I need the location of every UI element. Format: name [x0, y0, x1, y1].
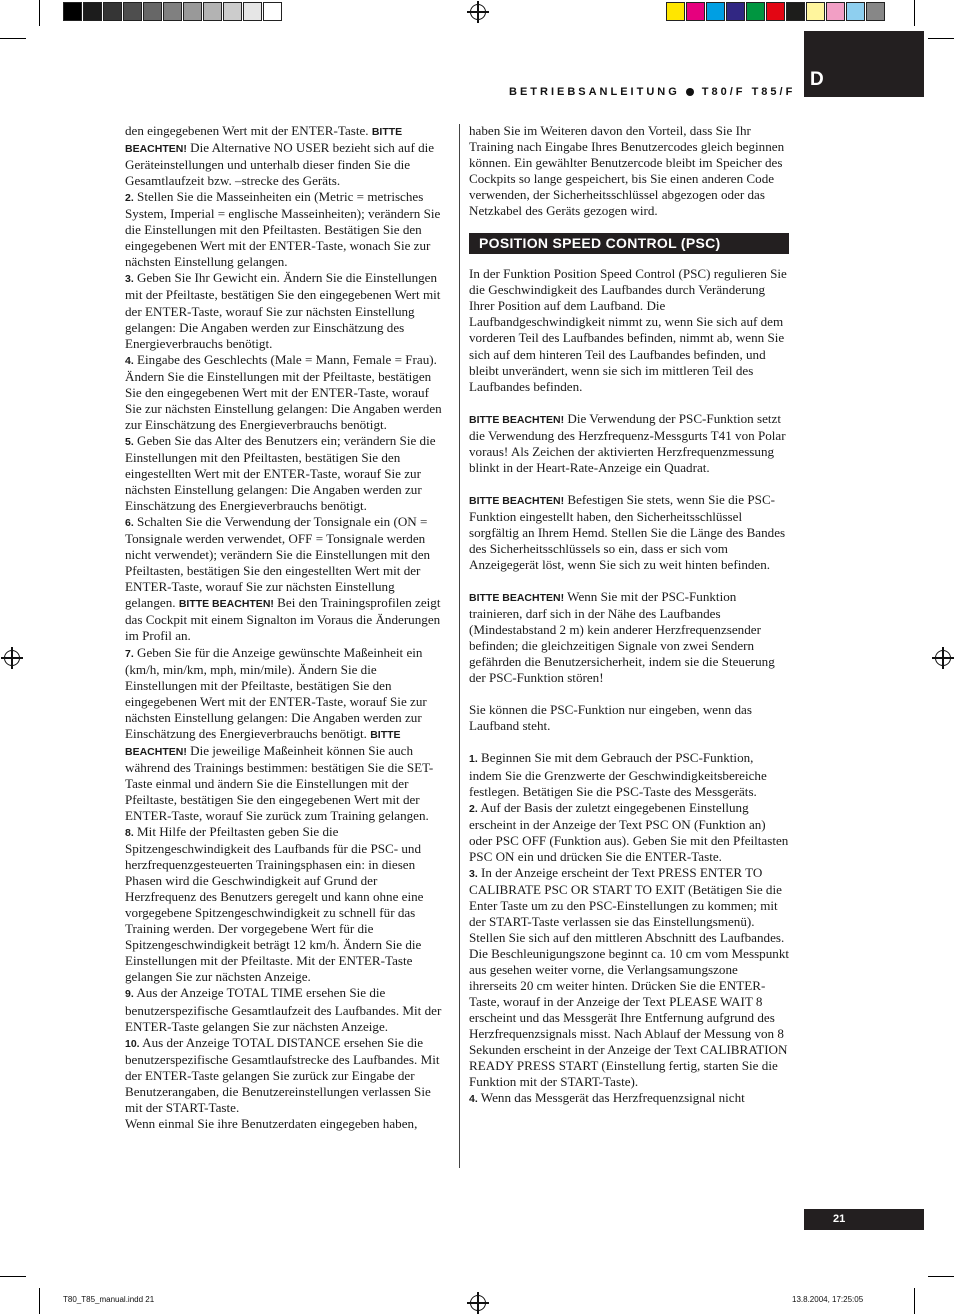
paragraph — [469, 702, 789, 734]
text-run: Auf der Basis der zuletzt eingegebenen Einstellung erscheint in der Anzeige der Text PSC ON (Funktion an) oder PSC OFF (Funktion aus). Geben Sie mit den Pfeiltasten PSC ON ein und drücken Sie die ENTER-Taste. — [469, 799, 789, 864]
text-run: Aus der Anzeige TOTAL TIME ersehen Sie die benutzerspezifische Gesamtlaufzeit des Laufbandes. Mit der ENTER-Taste gelangen Sie zur nächsten Anzeige. — [125, 985, 442, 1034]
section-heading: POSITION SPEED CONTROL (PSC) — [469, 233, 789, 254]
bold-label: 3. — [125, 273, 134, 286]
text-run: Beginnen Sie mit dem Gebrauch der PSC-Funktion, indem Sie die Grenzwerte der Geschwindigkeitsbereiche festlegen. Betätigen Sie die PSC-Taste des Messgeräts. — [469, 750, 767, 799]
right-column — [469, 123, 789, 1107]
paragraph-spacer — [469, 573, 789, 589]
paragraph — [469, 865, 789, 1091]
bold-label: BITTE BEACHTEN! — [469, 413, 565, 426]
registration-mark-icon — [4, 650, 20, 666]
text-run: Wenn einmal Sie ihre Benutzerdaten eingegeben haben, — [125, 1115, 418, 1131]
column-divider — [459, 124, 460, 1168]
color-swatch — [746, 2, 765, 21]
bold-label: 1. — [469, 753, 478, 766]
color-swatch — [666, 2, 685, 21]
text-run: haben Sie im Weiteren davon den Vorteil, dass Sie Ihr Training nach Eingabe Ihres Benutzercodes gleich beginnen können. Ein gewählter Benutzercode bleibt im Speicher des Cockpits so lange gespeichert, bis Sie einen anderen Code verwenden, der Sicherheitsschlüssel abgezogen oder das Netzkabel des Geräts gezogen wird. — [469, 123, 785, 219]
color-swatch — [846, 2, 865, 21]
registration-mark-icon — [470, 4, 486, 20]
paragraph — [469, 800, 789, 865]
paragraph — [469, 1090, 789, 1107]
bold-label: 9. — [125, 988, 134, 1001]
text-run: Schalten Sie die Verwendung der Tonsignale ein (ON = Tonsignale werden verwendet, OFF = Tonsignale werden nicht verwendet); verändern Sie die Einstellungen mit den Pfeiltasten, bestätigen Sie den eingestellten Wert mit der ENTER-Taste, worauf Sie zur nächsten Einstellung gelangen. — [125, 514, 431, 611]
paragraph — [125, 985, 445, 1034]
bold-label: 2. — [469, 802, 478, 815]
paragraph — [125, 1035, 445, 1116]
crop-mark — [0, 1276, 26, 1277]
bold-label: 5. — [125, 435, 134, 448]
paragraph — [469, 492, 789, 573]
bullet-icon — [686, 88, 694, 96]
text-run: In der Anzeige erscheint der Text PRESS ENTER TO CALIBRATE PSC OR START TO EXIT (Betätigen Sie die Enter Taste um zu den PSC-Einstellungen zu kommen; mit der START-Taste verlassen sie das Einstellungsmenü). Stellen Sie sich auf den mittleren Abschnitt des Laufbandes. Die Beschleunigungszone beginnt ca. 10 cm vom Messpunkt aus gesehen weiter vorne, die Verlangsamungszone ihrerseits 20 cm weiter hinten. Drücken Sie die ENTER-Taste, worauf in der Anzeige der Text PLEASE WAIT 8 erscheint und das Messgerät Ihre Entfernung aufgrund des Herzfrequenzsignals misst. Nach Ablauf der Messung von 8 Sekunden erscheint in der Anzeige der Text CALIBRATION READY PRESS START (Einstellung fertig, starten Sie die Funktion mit der START-Taste). — [469, 864, 790, 1090]
color-swatch — [243, 2, 262, 21]
paragraph-spacer — [469, 395, 789, 411]
text-run: Geben Sie für die Anzeige gewünschte Maßeinheit ein (km/h, min/km, mph, min/mile). Ändern Sie die Einstellungen mit der Pfeiltaste, bestätigen Sie den eingegebenen Wert mit der ENTER-Taste, worauf Sie zur nächsten Einstellung gelangen: Die Angaben werden zur Einschätzung des Energieverbrauchs benötigt. — [125, 644, 427, 741]
bold-label: BITTE BEACHTEN! — [469, 494, 565, 507]
paragraph-spacer — [469, 734, 789, 750]
color-swatch — [183, 2, 202, 21]
registration-mark-icon — [470, 1295, 486, 1311]
color-swatch — [123, 2, 142, 21]
paragraph — [125, 824, 445, 985]
bold-label: 8. — [125, 827, 134, 840]
bold-label: 3. — [469, 867, 478, 880]
paragraph — [125, 189, 445, 270]
section-letter: D — [810, 69, 824, 90]
grayscale-color-bar — [63, 2, 283, 21]
bold-label: 10. — [125, 1037, 140, 1050]
color-swatch — [223, 2, 242, 21]
registration-mark-icon — [935, 650, 951, 666]
paragraph — [469, 589, 789, 686]
text-run: Wenn Sie mit der PSC-Funktion trainieren, darf sich in der Nähe des Laufbandes (Mindestabstand 2 m) kein anderer Herzfrequenzsender befinden; die gleichzeitigen Signale von zwei Sendern gefährden die Benutzersicherheit, indem sie die Steuerung der PSC-Funktion stören! — [469, 589, 775, 686]
file-info: T80_T85_manual.indd 21 — [63, 1295, 155, 1304]
crop-mark — [39, 1288, 40, 1314]
crop-mark — [0, 38, 26, 39]
crop-mark — [914, 0, 915, 26]
section-tab — [804, 31, 924, 97]
paragraph — [125, 123, 445, 189]
crop-mark — [914, 1288, 915, 1314]
bold-label: BITTE BEACHTEN! — [178, 598, 274, 611]
text-run: Stellen Sie die Masseinheiten ein (Metric = metrisches System, Imperial = englische Masseinheiten); verändern Sie die Einstellungen mit den Pfeiltasten. Bestätigen Sie den eingegebenen Wert mit der ENTER-Taste, wonach Sie zur nächsten Einstellung gelangen. — [125, 189, 441, 270]
text-run: Die Verwendung der PSC-Funktion setzt die Verwendung des Herzfrequenz-Messgurts T41 von Polar voraus! Als Zeichen der aktivierten Herzfrequenzmessung blinkt in der Heart-Rate-Anzeige ein Quadrat. — [469, 410, 786, 475]
crop-mark — [928, 1276, 954, 1277]
color-swatch — [203, 2, 222, 21]
bold-label: 2. — [125, 192, 134, 205]
bold-label: BITTE BEACHTEN! — [125, 728, 401, 758]
left-column — [125, 123, 445, 1132]
text-run: Aus der Anzeige TOTAL DISTANCE ersehen Sie die benutzerspezifische Gesamtlaufstrecke des Laufbandes. Mit der ENTER-Taste gelangen Sie zurück zur Eingabe der Benutzerangaben, die Benutzereinstellungen verlassen Sie mit der START-Taste. — [125, 1034, 440, 1115]
paragraph — [125, 433, 445, 514]
paragraph — [469, 266, 789, 394]
crop-mark — [39, 0, 40, 26]
color-swatch — [103, 2, 122, 21]
text-run: den eingegebenen Wert mit der ENTER-Taste. — [125, 123, 372, 138]
text-run: Die Alternative NO USER bezieht sich auf die Geräteinstellungen und unterhalb dieser finden Sie die Gesamtlaufzeit bzw. –strecke des Geräts. — [125, 140, 435, 189]
text-run: Mit Hilfe der Pfeiltasten geben Sie die Spitzengeschwindigkeit des Laufbands für die PSC- und herzfrequenzgesteuerten Trainingsphasen ein: in diesen Phasen wird die Geschwindigkeit auf Grund der Herzfrequenz des Benutzers geregelt und kann ohne eine vorgegebene Spitzengeschwindigkeit zu schnell für das Training werden. Der vorgegebene Wert für die Spitzengeschwindigkeit beträgt 12 km/h. Ändern Sie die Einstellungen mit der Pfeiltaste. Mit der ENTER-Taste gelangen Sie zur nächsten Anzeige. — [125, 824, 424, 985]
bold-label: 4. — [469, 1093, 478, 1106]
paragraph — [469, 750, 789, 799]
bold-label: BITTE BEACHTEN! — [125, 126, 403, 156]
color-swatch — [163, 2, 182, 21]
color-swatch — [706, 2, 725, 21]
color-swatch — [786, 2, 805, 21]
running-header — [509, 86, 795, 98]
paragraph — [125, 1116, 445, 1132]
color-swatch — [83, 2, 102, 21]
paragraph — [125, 270, 445, 351]
paragraph — [125, 645, 445, 825]
process-color-bar — [666, 2, 886, 21]
color-swatch — [826, 2, 845, 21]
text-run: Befestigen Sie stets, wenn Sie die PSC-Funktion eingestellt haben, den Sicherheitsschlüssel sorgfältig an Ihrem Hemd. Stellen Sie die Länge des Bandes des Sicherheitsschlüssels so ein, dass er sich vom Anzeigegerät löst, wenn Sie sich zu weit hinten befinden. — [469, 491, 786, 573]
text-run: Geben Sie Ihr Gewicht ein. Ändern Sie die Einstellungen mit der Pfeiltaste, bestätigen Sie den eingegebenen Wert mit der ENTER-Taste, worauf Sie zur nächsten Einstellung gelangen: Die Angaben werden zur Einschätzung des Energieverbrauchs benötigt. — [125, 270, 441, 351]
text-run: Eingabe des Geschlechts (Male = Mann, Female = Frau). Ändern Sie die Einstellungen mit der Pfeiltaste, bestätigen Sie den eingegebenen Wert mit der ENTER-Taste, worauf Sie zur nächsten Einstellung gelangen: Die Angaben werden zur Einschätzung des Energieverbrauchs benötigt. — [125, 351, 442, 432]
color-swatch — [63, 2, 82, 21]
bold-label: 7. — [125, 647, 134, 660]
bold-label: 4. — [125, 354, 134, 367]
color-swatch — [143, 2, 162, 21]
file-timestamp: 13.8.2004, 17:25:05 — [792, 1295, 864, 1304]
paragraph — [125, 514, 445, 644]
paragraph — [125, 352, 445, 433]
text-run: Bei den Trainingsprofilen zeigt das Cockpit mit einem Signalton im Voraus die Änderungen im Profil an. — [125, 595, 441, 644]
bold-label: 6. — [125, 517, 134, 530]
paragraph-spacer — [469, 686, 789, 702]
page-number-tab — [804, 1209, 924, 1230]
text-run: Sie können die PSC-Funktion nur eingeben, wenn das Laufband steht. — [469, 702, 752, 734]
running-header-title: BETRIEBSANLEITUNG — [509, 86, 680, 98]
paragraph — [469, 411, 789, 476]
color-swatch — [866, 2, 885, 21]
color-swatch — [806, 2, 825, 21]
color-swatch — [686, 2, 705, 21]
color-swatch — [263, 2, 282, 21]
text-run: Die jeweilige Maßeinheit können Sie auch während des Trainings bestimmen: bestätigen Sie die SET-Taste einmal und ändern Sie die Einstellungen mit der Pfeiltaste, bestätigen Sie den eingegebenen Wert mit der ENTER-Taste, worauf Sie zurück zum Training gelangen. — [125, 742, 434, 823]
color-swatch — [726, 2, 745, 21]
crop-mark — [928, 38, 954, 39]
bold-label: BITTE BEACHTEN! — [469, 592, 565, 605]
text-run: Geben Sie das Alter des Benutzers ein; verändern Sie die Einstellungen mit den Pfeiltasten, bestätigen Sie den eingestellten Wert mit der ENTER-Taste, worauf Sie zur nächsten Einstellung gelangen: Die Angaben werden zur Einschätzung des Energieverbrauchs benötigt. — [125, 432, 436, 514]
text-run: Wenn das Messgerät das Herzfrequenzsignal nicht — [477, 1090, 745, 1106]
text-run: In der Funktion Position Speed Control (PSC) regulieren Sie die Geschwindigkeit des Laufbandes durch Veränderung Ihrer Position auf dem Laufband. Die Laufbandgeschwindigkeit nimmt zu, wenn Sie sich auf dem vorderen Teil des Laufbandes befinden, nimmt ab, wenn Sie sich auf dem hinteren Teil des Laufbandes befinden, und bleibt unverändert, wenn sie sich im mittleren Teil des Laufbandes befinden. — [469, 266, 787, 394]
paragraph-spacer — [469, 476, 789, 492]
page-number: 21 — [833, 1213, 846, 1225]
paragraph — [469, 123, 789, 219]
running-header-model: T80/F T85/F — [701, 86, 796, 98]
color-swatch — [766, 2, 785, 21]
